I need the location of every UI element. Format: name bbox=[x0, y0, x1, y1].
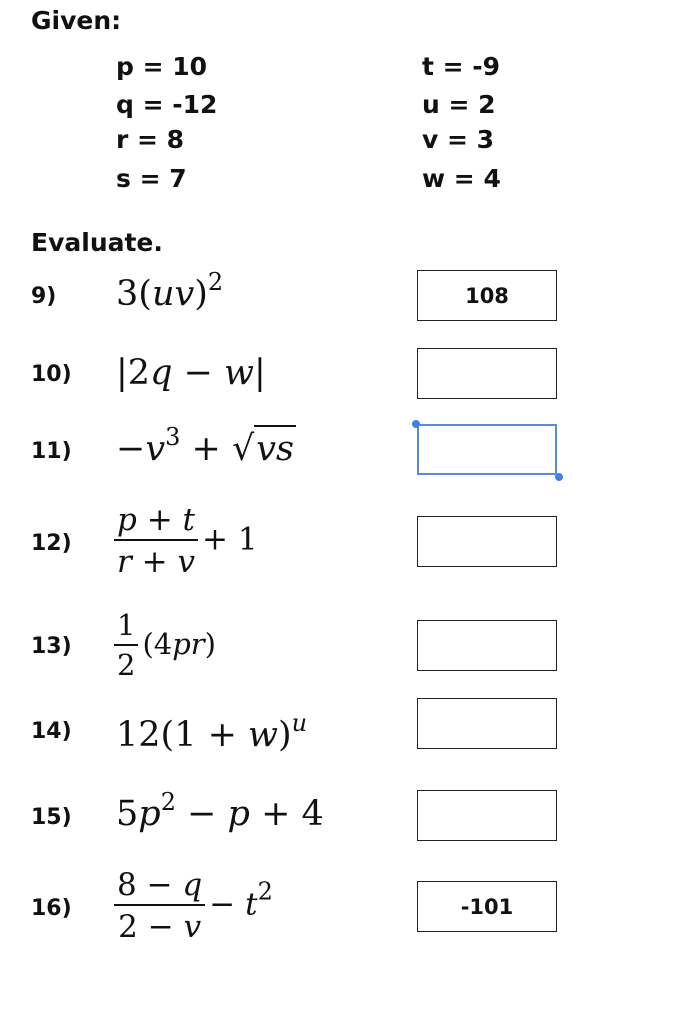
selection-handle-top-left[interactable] bbox=[412, 420, 420, 428]
answer-box-16[interactable]: -101 bbox=[417, 881, 557, 932]
given-u: u = 2 bbox=[422, 90, 496, 119]
given-v: v = 3 bbox=[422, 125, 495, 154]
problem-number-11: 11) bbox=[31, 439, 72, 464]
given-w: w = 4 bbox=[422, 164, 501, 193]
answer-box-13[interactable] bbox=[417, 620, 557, 671]
problem-number-13: 13) bbox=[31, 634, 72, 659]
problem-number-10: 10) bbox=[31, 362, 72, 387]
expression-9: 3(uv)$^2$ bbox=[116, 268, 224, 314]
given-q: q = -12 bbox=[116, 90, 218, 119]
given-r: r = 8 bbox=[116, 125, 185, 154]
problem-number-15: 15) bbox=[31, 805, 72, 830]
given-heading: Given: bbox=[31, 6, 122, 35]
answer-box-9[interactable]: 108 bbox=[417, 270, 557, 321]
answer-box-11[interactable] bbox=[417, 424, 557, 475]
problem-number-14: 14) bbox=[31, 719, 72, 744]
problem-number-9: 9) bbox=[31, 284, 57, 309]
expression-16: $\frac{8 - q}{2 - v}$ − $t^2$ bbox=[114, 868, 273, 944]
given-s: s = 7 bbox=[116, 164, 187, 193]
expression-14: $12(1 + w)^u$ bbox=[116, 709, 308, 755]
expression-12: $\frac{p + t}{r + v}$ + 1 bbox=[114, 503, 258, 579]
answer-box-12[interactable] bbox=[417, 516, 557, 567]
expression-11: $-v^3 + √vs$ bbox=[116, 423, 295, 469]
answer-box-10[interactable] bbox=[417, 348, 557, 399]
evaluate-heading: Evaluate. bbox=[31, 228, 163, 257]
given-p: p = 10 bbox=[116, 52, 208, 81]
answer-box-14[interactable] bbox=[417, 698, 557, 749]
given-t: t = -9 bbox=[422, 52, 501, 81]
expression-13: $\frac{1}{2}$ (4pr) bbox=[114, 610, 216, 682]
expression-15: $5p^2 - p + 4$ bbox=[116, 788, 324, 834]
expression-10: |2q − w| bbox=[116, 353, 266, 393]
selection-handle-bottom-right[interactable] bbox=[555, 473, 563, 481]
problem-number-16: 16) bbox=[31, 896, 72, 921]
answer-box-15[interactable] bbox=[417, 790, 557, 841]
problem-number-12: 12) bbox=[31, 531, 72, 556]
